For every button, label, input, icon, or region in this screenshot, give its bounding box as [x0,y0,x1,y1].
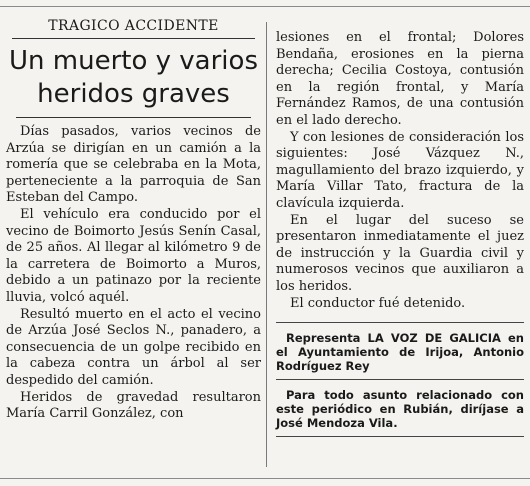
paragraph: El conductor fué detenido. [290,295,466,311]
paragraph: Heridos de gravedad resultaron María Carril González, con [6,389,261,422]
paragraph: lesiones en el frontal; Dolores Bendaña, erosiones en la pierna derecha; Cecilia Costoya, contusión en la región frontal, y María Fernández Ramos, de una contusión en el lado derecho. [276,30,524,128]
kicker-rule [12,38,255,39]
paragraph: El vehículo era conducido por el vecino de Boimorto Jesús Senín Casal, de 25 años. Al llegar al kilómetro 9 de la carretera de Boimorto a Muros, debido a un patinazo por la reciente lluvia, volcó aquél. [6,206,261,305]
representative-text: Representa LA VOZ DE GALICIA en el Ayuntamiento de Irijoa, Antonio Rodríguez Rey [276,331,524,374]
article-kicker: TRAGICO ACCIDENTE [48,18,219,34]
right-column [276,30,524,437]
paragraph: Resultó muerto en el acto el vecino de Arzúa José Seclos N., panadero, a consecuencia de un golpe recibido en la cabeza contra un árbol al ser despedido del camión. [6,306,261,388]
paragraph: Días pasados, varios vecinos de Arzúa se dirigían en un camión a la romería que se celebraba en la Mota, perteneciente a la parroquia de San Esteban del Campo. [6,124,261,206]
right-body [276,30,524,312]
contact-text: Para todo asunto relacionado con este periódico en Rubián, diríjase a José Mendoza Vila. [276,388,524,431]
top-rule [0,6,530,7]
bottom-rule [0,478,530,479]
left-body [6,124,261,423]
headline-rule [16,117,251,118]
column-divider [266,22,267,467]
article-headline: Un muerto y varios heridos graves [9,46,258,109]
paragraph: En el lugar del suceso se presentaron inmediatamente el juez de instrucción y la Guardia civil y numerosos vecinos que auxiliaron a los heridos. [276,212,524,294]
paragraph: Y con lesiones de consideración los siguientes: José Vázquez N., magullamiento del brazo izquierdo, y María Villar Tato, fractura de la clavícula izquierda. [276,129,524,211]
representative-notice [276,322,524,380]
left-column [6,18,261,423]
contact-notice [276,380,524,437]
